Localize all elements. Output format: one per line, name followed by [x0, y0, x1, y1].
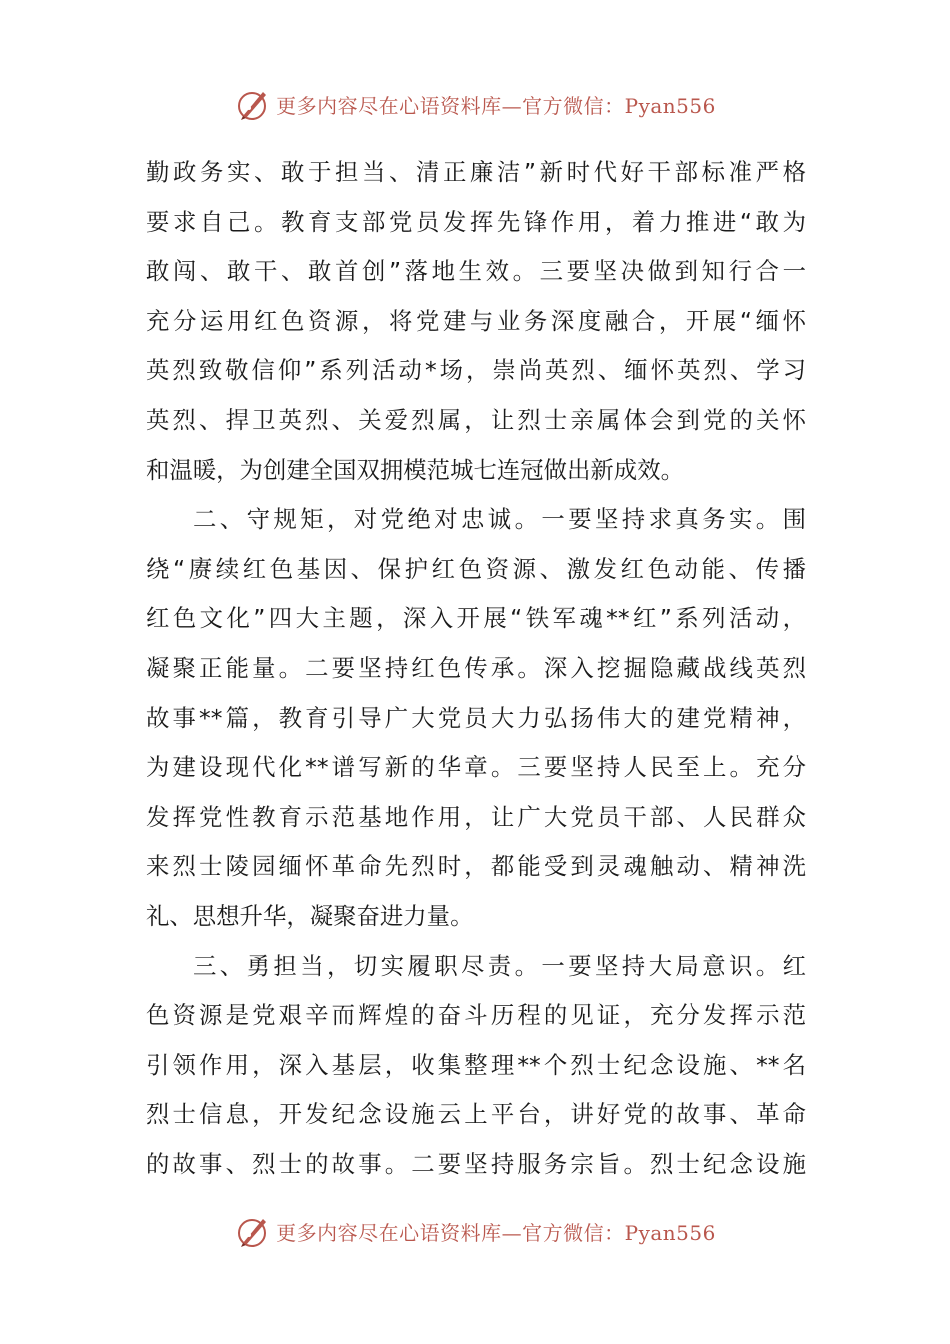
text-line: 英烈致敬信仰”系列活动*场，崇尚英烈、缅怀英烈、学习	[146, 356, 806, 385]
text-line: 和温暖，为创建全国双拥模范城七连冠做出新成效。	[146, 455, 684, 484]
text-line: 凝聚正能量。二要坚持红色传承。深入挖掘隐藏战线英烈	[146, 653, 806, 682]
text-line: 来烈士陵园缅怀革命先烈时，都能受到灵魂触动、精神洗	[146, 852, 806, 881]
paragraph-heading-line: 二、守规矩，对党绝对忠诚。一要坚持求真务实。围	[193, 505, 806, 534]
document-body	[146, 148, 806, 1189]
text-line: 红色文化”四大主题，深入开展“铁军魂**红”系列活动，	[146, 604, 806, 633]
text-line: 故事**篇，教育引导广大党员大力弘扬伟大的建党精神，	[146, 703, 806, 732]
header-banner-text: 更多内容尽在心语资料库—官方微信：Pyan556	[276, 93, 716, 118]
footer-banner-text: 更多内容尽在心语资料库—官方微信：Pyan556	[276, 1220, 716, 1245]
text-line: 的故事、烈士的故事。二要坚持服务宗旨。烈士纪念设施	[146, 1149, 806, 1178]
text-line: 勤政务实、敢于担当、清正廉洁”新时代好干部标准严格	[146, 158, 806, 186]
text-line: 烈士信息，开发纪念设施云上平台，讲好党的故事、革命	[146, 1100, 806, 1129]
text-line: 敢闯、敢干、敢首创”落地生效。三要坚决做到知行合一	[146, 257, 806, 286]
text-line: 英烈、捍卫英烈、关爱烈属，让烈士亲属体会到党的关怀	[146, 405, 806, 434]
text-line: 为建设现代化**谱写新的华章。三要坚持人民至上。充分	[146, 753, 806, 782]
text-line: 绕“赓续红色基因、保护红色资源、激发红色动能、传播	[146, 554, 806, 583]
paragraph-heading-line: 三、勇担当，切实履职尽责。一要坚持大局意识。红	[193, 951, 806, 980]
text-line: 引领作用，深入基层，收集整理**个烈士纪念设施、**名	[146, 1050, 806, 1079]
text-line: 色资源是党艰辛而辉煌的奋斗历程的见证，充分发挥示范	[146, 1001, 806, 1030]
header-banner	[0, 84, 950, 124]
text-line: 礼、思想升华，凝聚奋进力量。	[146, 901, 474, 930]
text-line: 充分运用红色资源，将党建与业务深度融合，开展“缅怀	[146, 306, 806, 335]
text-line: 要求自己。教育支部党员发挥先锋作用，着力推进“敢为	[146, 207, 806, 236]
pen-on-circle-logo-icon	[234, 86, 270, 122]
footer-banner	[0, 1211, 950, 1251]
pen-on-circle-logo-icon	[234, 1213, 270, 1249]
text-line: 发挥党性教育示范基地作用，让广大党员干部、人民群众	[146, 802, 806, 831]
